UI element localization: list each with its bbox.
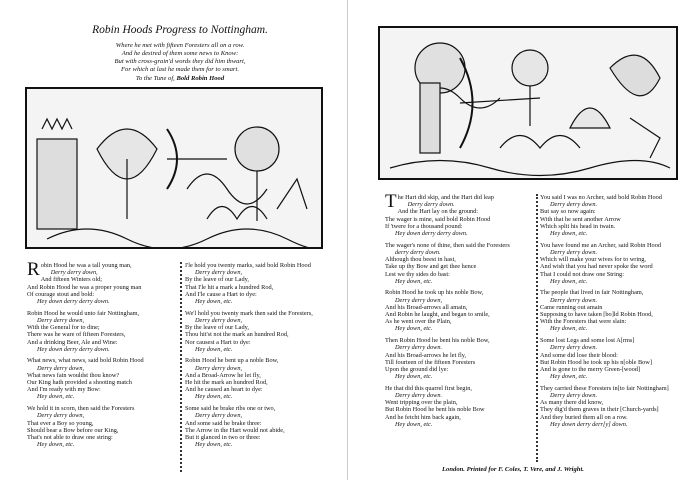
refrain-line: Hey down, etc. xyxy=(550,277,588,285)
verse-line: And they buried them all on a row. xyxy=(540,413,628,421)
refrain-line: Derry derry down, xyxy=(195,364,243,372)
woodcut-illustration xyxy=(380,28,676,178)
verse-line: Although thou beest in hast, xyxy=(385,256,456,264)
verse-line: But Robin Hood he took up his n[oble Bow] xyxy=(540,358,652,366)
verse-line: Robin Hood he would unto fair Nottingham, xyxy=(27,309,140,317)
verse-line: By the leave of our Lady, xyxy=(185,324,249,332)
tune-name: Bold Robin Hood xyxy=(176,75,225,82)
verse-line: But say so now again: xyxy=(540,208,596,216)
refrain-line: Hey down derry derry down. xyxy=(395,230,468,238)
stanza xyxy=(385,289,535,332)
verse-line: We hold it in scorn, then said the Foresters xyxy=(27,405,135,413)
verse-line: Upon the ground did lye: xyxy=(385,365,449,373)
tune-line xyxy=(60,75,300,82)
verse-line: As he went over the Plain, xyxy=(385,318,452,326)
stanza-column-1 xyxy=(27,259,177,453)
refrain-line: Derry derry down, xyxy=(37,412,85,420)
refrain-line: Derry derry down, xyxy=(195,316,243,324)
woodcut-illustration xyxy=(27,89,321,247)
refrain-line: Hey down, etc. xyxy=(195,345,233,353)
verse-line: The wager's none of thine, then said the Foresters xyxy=(385,241,510,249)
verse-line: And some said he brake three: xyxy=(185,419,262,427)
refrain-line: Hey down, etc. xyxy=(395,373,433,381)
right-page xyxy=(348,0,695,480)
stanza xyxy=(27,405,177,448)
verse-line: Lest we thy sides do bast: xyxy=(385,270,450,278)
verse-line: He hit the mark an hundred Rod, xyxy=(185,379,268,387)
verse-line: You said I was no Archer, said bold Robin Hood xyxy=(540,194,662,201)
left-page xyxy=(0,0,347,480)
verse-line: There was he ware of fifteen Foresters, xyxy=(27,331,126,339)
subtitle-line: For which at last he made them for to smart. xyxy=(121,66,239,73)
refrain-line: Derry derry down, xyxy=(37,364,85,372)
verse-line: The Hart did skip, and the Hart did leap xyxy=(385,191,494,212)
subtitle-line: And he desired of them some news to Know: xyxy=(121,50,239,57)
verse-line: And Robin Hood he was a proper young man xyxy=(27,283,142,291)
verse-line: And he caused an heart to dye: xyxy=(185,386,263,394)
verse-line: Nor causest a Hart to dye: xyxy=(185,338,251,346)
verse-line: Till fourteen of the fifteen Foresters xyxy=(385,358,476,366)
verse-line: And I'm ready with my Bow: xyxy=(27,386,101,394)
refrain-line: Hey down, etc. xyxy=(37,393,75,401)
stanza xyxy=(185,405,335,448)
refrain-line: Derry derry down. xyxy=(550,344,598,352)
refrain-line: Hey down, etc. xyxy=(195,393,233,401)
stanza xyxy=(540,242,692,285)
verse-line: We'l hold you twenty mark then said the Foresters, xyxy=(185,309,313,317)
verse-line: Which split his head in twain. xyxy=(540,222,616,230)
verse-line: That I could not draw one String: xyxy=(540,270,624,278)
verse-line: Robin Hood he was a tall young man, xyxy=(27,259,132,280)
verse-line: That I'le hit a mark a hundred Rod, xyxy=(185,283,274,291)
verse-line: What news, what news, said bold Robin Hood xyxy=(27,357,144,365)
stanza xyxy=(185,357,335,400)
refrain-line: Derry derry down, xyxy=(50,269,98,277)
column-divider xyxy=(536,194,539,462)
verse-line: Should bear a Bow before our King, xyxy=(27,426,119,434)
verse-line: And his Broad-arrows all amain, xyxy=(385,303,468,311)
refrain-line: Hey down, etc. xyxy=(395,420,433,428)
verse-line: And his Broad-arrows he let fly, xyxy=(385,351,467,359)
verse-line: The people that lived in fair Nottingham, xyxy=(540,289,644,297)
verse-line: And I'le cause a Hart to dye: xyxy=(185,290,257,298)
verse-line: And Robin he laught, and began to smile, xyxy=(385,311,490,319)
refrain-line: Hey down, etc. xyxy=(395,325,433,333)
verse-line: Our King hath provided a shooting match xyxy=(27,379,132,387)
refrain-line: Derry derry down, xyxy=(395,296,443,304)
tune-prefix: To the Tune of, xyxy=(135,75,177,82)
ballad-title: Robin Hoods Progress to Nottingham. xyxy=(92,24,268,36)
verse-line: Supposing to have taken [bo]ld Robin Hood, xyxy=(540,311,653,319)
stanza xyxy=(540,289,692,332)
verse-line: Which will make your wives for to wring, xyxy=(540,256,646,264)
verse-line: Take up thy Bow and get thee hence xyxy=(385,263,477,271)
verse-line: Came running out amain xyxy=(540,303,603,311)
verse-line: The Arrow in the Hart would not abide, xyxy=(185,426,285,434)
verse-line: And is gone to the merry Green-[wood] xyxy=(540,365,641,373)
verse-line: And he fetcht him back again, xyxy=(385,413,461,421)
refrain-line: Hey down, etc. xyxy=(395,277,433,285)
verse-line: And a drinking Beer, Ale and Wine: xyxy=(27,338,118,346)
verse-line: And a Broad-Arrow he let fly, xyxy=(185,371,261,379)
verse-line: Then Robin Hood he bent his noble Bow, xyxy=(385,337,490,345)
refrain-line: Hey down, etc. xyxy=(195,298,233,306)
stanza xyxy=(540,194,692,237)
verse-line: And fifteen Winters old; xyxy=(40,276,103,284)
refrain-line: Hey down, etc. xyxy=(550,373,588,381)
stanza xyxy=(27,357,177,400)
verse-line: Some said he brake ribs one or two, xyxy=(185,405,276,413)
refrain-line: Derry derry down. xyxy=(550,201,598,209)
stanza xyxy=(385,191,535,238)
verse-line: But Robin Hood he bent his noble Bow xyxy=(385,406,485,414)
verse-line: With the Foresters that were slain: xyxy=(540,318,627,326)
woodcut-archers-left xyxy=(25,87,323,249)
stanza xyxy=(27,310,177,353)
stanza-column-4 xyxy=(540,194,692,433)
refrain-line: Hey down, etc. xyxy=(550,325,588,333)
refrain-line: Derry derry down, xyxy=(195,269,243,277)
verse-line: But it glanced in two or three: xyxy=(185,433,261,441)
verse-line: Some lost Legs and some lost A[rms] xyxy=(540,337,635,345)
verse-line: Robin Hood he took up his noble Bow, xyxy=(385,289,484,297)
stanza xyxy=(185,262,335,305)
verse-line: He that did this quarrel first begin, xyxy=(385,384,472,392)
refrain-line: Derry derry down. xyxy=(395,344,443,352)
refrain-line: Derry derry down, xyxy=(37,316,85,324)
verse-line: They carried these Foresters in[to fair Nottingham] xyxy=(540,384,669,392)
stanza xyxy=(385,385,535,428)
refrain-line: Hey down derry derry down. xyxy=(37,298,110,306)
verse-line: Thou hit'st not the mark an hundred Rod, xyxy=(185,331,289,339)
verse-line: That's not able to draw one string: xyxy=(27,433,113,441)
verse-line: With the General for to dine; xyxy=(27,324,100,332)
verse-line: Of courage stout and bold: xyxy=(27,290,95,298)
verse-line: You have found me an Archer, said Robin Hood xyxy=(540,241,662,249)
subtitle-line: But with cross-grain'd words they did him thwart, xyxy=(114,58,246,65)
refrain-line: Derry derry down. xyxy=(395,392,443,400)
verse-line: What news fain wouldst thou know? xyxy=(27,371,120,379)
refrain-line: Hey down, etc. xyxy=(195,441,233,449)
refrain-line: Derry derry down. xyxy=(550,296,598,304)
stanza xyxy=(540,337,692,380)
verse-line: By the leave of our Lady, xyxy=(185,276,249,284)
verse-line: With that he sent another Arrow xyxy=(540,215,621,223)
refrain-line: Hey down derry derr[y] down. xyxy=(550,420,628,428)
stanza xyxy=(27,259,177,306)
verse-line: That ever a Boy so young, xyxy=(27,419,94,427)
stanza xyxy=(540,385,692,428)
refrain-line: Hey down, etc. xyxy=(550,230,588,238)
refrain-line: Derry derry down. xyxy=(550,392,598,400)
verse-line: And the Hart lay on the ground: xyxy=(397,208,479,216)
refrain-line: derry derry down. xyxy=(395,248,441,256)
subtitle-line: Where he met with fifteen Foresters all on a row. xyxy=(115,42,245,49)
verse-line: And some did lose their blood: xyxy=(540,351,618,359)
verse-line: Went tripping over the plain, xyxy=(385,399,458,407)
imprint: London. Printed for F. Coles, T. Vere, and J. Wright. xyxy=(442,466,584,473)
stanza xyxy=(385,242,535,285)
verse-line: I'le hold you twenty marks, said bold Robin Hood xyxy=(185,262,311,269)
refrain-line: Hey down derry derry down. xyxy=(37,345,110,353)
verse-line: If 'twere for a thousand pound: xyxy=(385,222,463,230)
column-divider xyxy=(180,262,183,472)
verse-line: The wager is mine, said bold Robin Hood xyxy=(385,215,491,223)
verse-line: And wish that you had never spoke the word xyxy=(540,263,653,271)
stanza-column-2 xyxy=(185,262,335,453)
verse-line: Robin Hood he bent up a noble Bow, xyxy=(185,357,279,365)
verse-line: They dig'd them graves in their [Church-yards] xyxy=(540,406,659,414)
refrain-line: Derry derry down, xyxy=(195,412,243,420)
refrain-line: Derry derry down. xyxy=(550,248,598,256)
refrain-line: Hey down, etc. xyxy=(37,441,75,449)
stanza xyxy=(385,337,535,380)
stanza-column-3 xyxy=(385,191,535,433)
stanza xyxy=(185,310,335,353)
ballad-subtitle xyxy=(60,42,300,74)
refrain-line: Derry derry down. xyxy=(407,201,455,209)
woodcut-archer-right xyxy=(378,26,678,180)
verse-line: As many there did know, xyxy=(540,399,604,407)
